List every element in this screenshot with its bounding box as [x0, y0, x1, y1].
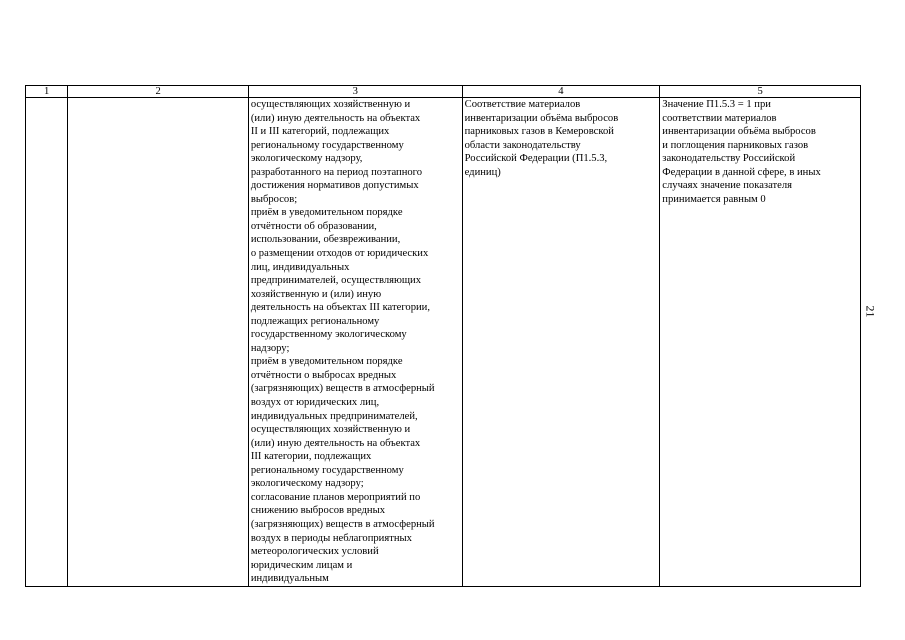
cell-text-line: лиц, индивидуальных: [250, 261, 350, 273]
cell-text-line: (загрязняющих) веществ в атмосферный: [250, 383, 435, 395]
cell-text-line: региональному государственному: [250, 464, 404, 476]
cell-text-line: индивидуальных предпринимателей,: [250, 410, 418, 422]
cell-col1: [26, 98, 68, 587]
cell-text-line: государственному экологическому: [250, 329, 407, 341]
cell-text-line: принимается равным 0: [662, 193, 766, 205]
cell-text-line: отчётности о выбросах вредных: [250, 369, 397, 381]
cell-text-line: юридическим лицам и: [250, 559, 353, 571]
cell-text-line: деятельность на объектах III категории,: [250, 302, 430, 314]
cell-text-line: достижения нормативов допустимых: [250, 180, 419, 192]
cell-text-line: воздух в периоды неблагоприятных: [250, 532, 412, 544]
cell-col3: [248, 98, 462, 587]
cell-text-line: метеорологических условий: [250, 546, 379, 558]
cell-text-line: приём в уведомительном порядке: [250, 207, 403, 219]
header-row: [26, 86, 861, 98]
cell-text-line: осуществляющих хозяйственную и: [250, 99, 411, 110]
cell-text-line: (или) иную деятельность на объектах: [250, 437, 421, 449]
cell-text-line: экологическому надзору,: [250, 153, 363, 165]
table-row: [26, 98, 861, 587]
cell-text-line: Российской Федерации (П1.5.3,: [464, 153, 608, 165]
cell-text-line: о размещении отходов от юридических: [250, 248, 429, 260]
cell-text-line: индивидуальным: [250, 573, 329, 585]
cell-text-line: III категории, подлежащих: [250, 451, 372, 463]
cell-col4: [462, 98, 660, 587]
cell-text-line: законодательству Российской: [662, 153, 796, 165]
cell-text-line: отчётности об образовании,: [250, 220, 377, 232]
cell-text-line: разработанного на период поэтапного: [250, 166, 423, 178]
column-number-4: 4: [462, 86, 660, 98]
cell-text-line: Федерации в данной сфере, в иных: [662, 166, 821, 178]
cell-text-line: парниковых газов в Кемеровской: [464, 126, 614, 138]
cell-text-line: инвентаризации объёма выбросов: [464, 112, 619, 124]
cell-text-line: осуществляющих хозяйственную и: [250, 424, 411, 436]
cell-text-line: воздух от юридических лиц,: [250, 397, 380, 409]
column-number-2: 2: [68, 86, 249, 98]
document-table: [25, 85, 861, 587]
cell-text-line: предпринимателей, осуществляющих: [250, 275, 422, 287]
cell-text-line: и поглощения парниковых газов: [662, 139, 809, 151]
cell-text-line: согласование планов мероприятий по: [250, 491, 421, 503]
cell-text-line: использовании, обезвреживании,: [250, 234, 401, 246]
column-number-3: 3: [248, 86, 462, 98]
column-number-1: 1: [26, 86, 68, 98]
cell-col5: [660, 98, 861, 587]
cell-text-line: хозяйственную и (или) иную: [250, 288, 382, 300]
cell-text-line: региональному государственному: [250, 139, 404, 151]
cell-text-line: снижению выбросов вредных: [250, 505, 386, 517]
cell-text-line: области законодательству: [464, 139, 581, 151]
cell-text-line: инвентаризации объёма выбросов: [662, 126, 816, 138]
cell-text-line: экологическому надзору;: [250, 478, 364, 490]
cell-text-line: единиц): [464, 166, 501, 178]
cell-text-line: соответствии материалов: [662, 112, 777, 124]
cell-text-line: II и III категорий, подлежащих: [250, 126, 390, 138]
cell-col2: [68, 98, 249, 587]
page-number: 21: [863, 305, 878, 318]
column-number-5: 5: [660, 86, 861, 98]
cell-text-line: надзору;: [250, 342, 290, 354]
cell-text-line: подлежащих региональному: [250, 315, 380, 327]
cell-text-line: (загрязняющих) веществ в атмосферный: [250, 518, 435, 530]
cell-text-line: Соответствие материалов: [464, 99, 581, 110]
cell-text-line: (или) иную деятельность на объектах: [250, 112, 421, 124]
cell-text-line: выбросов;: [250, 193, 298, 205]
cell-text-line: случаях значение показателя: [662, 180, 793, 192]
table-header: [26, 86, 861, 98]
cell-text-line: приём в уведомительном порядке: [250, 356, 403, 368]
cell-text-line: Значение П1.5.3 = 1 при: [662, 99, 771, 110]
